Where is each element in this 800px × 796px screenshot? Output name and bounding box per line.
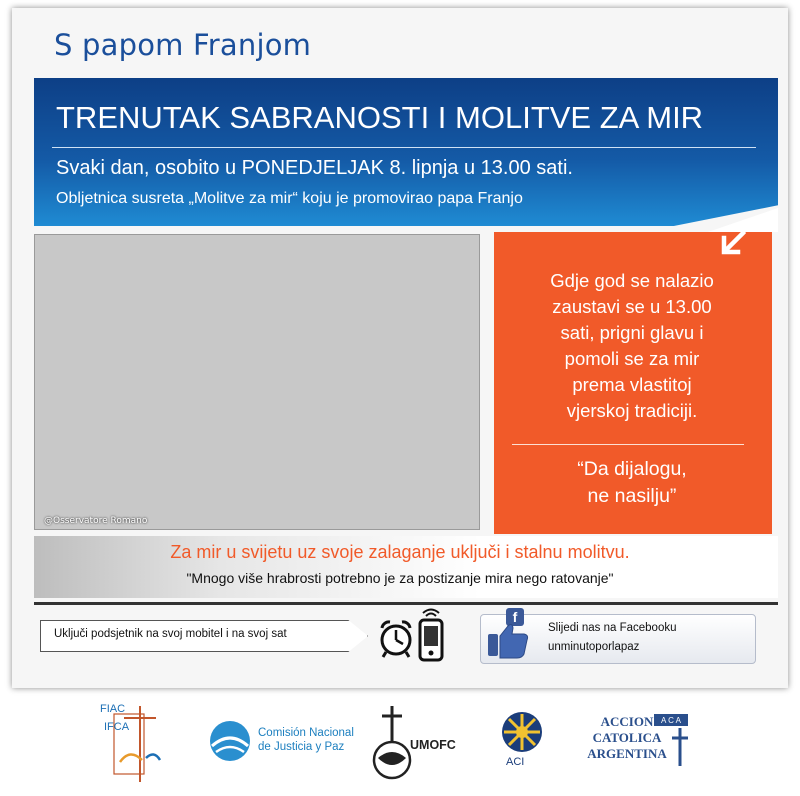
facebook-page-name[interactable]: unminutoporlapaz (548, 641, 640, 653)
orange-line: prema vlastitoj (572, 374, 692, 395)
header-title: TRENUTAK SABRANOSTI I MOLITVE ZA MIR (56, 100, 704, 135)
header-divider (52, 147, 756, 148)
facebook-like-icon (484, 606, 534, 662)
alarm-clock-icon (376, 616, 416, 660)
ifca-text: IFCA (104, 721, 130, 733)
orange-line: sati, prigni glavu i (560, 322, 704, 343)
orange-line: pomoli se za mir (564, 348, 700, 369)
aca-line: ARGENTINA (587, 746, 667, 761)
brand-title: S papom Franjom (54, 28, 312, 62)
orange-line: Gdje god se nalazio (550, 270, 714, 291)
mobile-phone-icon (414, 608, 448, 664)
fiac-ifca-logo (96, 700, 186, 786)
orange-line: vjerskoj tradiciji. (566, 400, 698, 421)
fiac-text: FIAC (100, 703, 126, 715)
photo-credit: @Osservatore Romano (44, 516, 148, 526)
message-band-quote: "Mnogo više hrabrosti potrebno je za postizanje mira nego ratovanje" (186, 570, 614, 586)
arrow-down-left-icon (718, 228, 748, 258)
aca-logo-mark (652, 712, 692, 768)
orange-quote (500, 456, 764, 510)
footer-divider (34, 602, 778, 605)
aca-line: ACCION (600, 714, 654, 729)
aca-line: CATOLICA (592, 730, 662, 745)
aci-logo-text: ACI (506, 756, 525, 768)
aca-mark-text: A C A (660, 716, 682, 725)
orange-line: zaustavi se u 13.00 (552, 296, 712, 317)
reminder-text: Uključi podsjetnik na svoj mobitel i na svoj sat (54, 628, 287, 640)
quote-line: ne nasilju” (587, 485, 677, 507)
message-band-headline: Za mir u svijetu uz svoje zalaganje uključi i stalnu molitvu. (170, 542, 630, 562)
header-note: Obljetnica susreta „Molitve za mir“ koju je promovirao papa Franjo (56, 190, 523, 207)
orange-divider (512, 444, 744, 445)
cnjp-line: Comisión Nacional (258, 727, 354, 739)
svg-text:f: f (512, 609, 518, 625)
header-subtitle: Svaki dan, osobito u PONEDJELJAK 8. lipnja u 13.00 sati. (56, 157, 573, 179)
aci-logo-mark (500, 710, 544, 754)
umofc-logo-mark (368, 702, 416, 784)
cnjp-line: de Justicia y Paz (258, 741, 345, 753)
facebook-follow-label[interactable]: Slijedi nas na Facebooku (548, 622, 677, 634)
orange-panel-text (500, 268, 764, 424)
quote-line: “Da dijalogu, (577, 458, 687, 480)
umofc-logo-text: UMOFC (410, 738, 456, 752)
photo-placeholder (34, 234, 480, 530)
